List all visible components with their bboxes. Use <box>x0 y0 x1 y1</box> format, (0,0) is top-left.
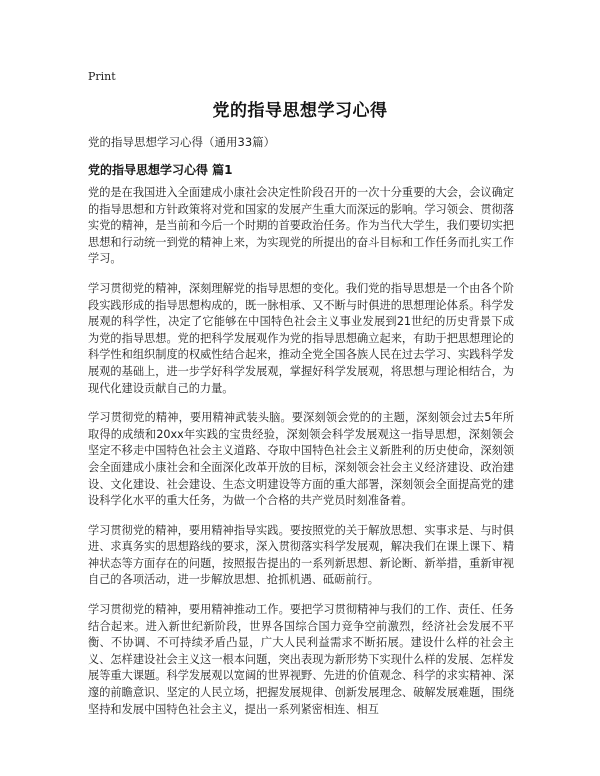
paragraph-3: 学习贯彻党的精神，要用精神武装头脑。要深刻领会党的的主题，深刻领会过去5年所取得的成绩和20xx年实践的宝贵经验，深刻领会科学发展观这一指导思想，深刻领会坚定不移走中国特色社会主义道路、夺取中国特色社会主义新胜利的历史使命，深刻领会全面建成小康社会和全面深化改革开放的目标，深刻领会社会主义经济建设、政治建设、文化建设、社会建设、生态文明建设等方面的重大部署，深刻领会全面提高党的建设科学化水平的重大任务，为做一个合格的共产党员时刻准备着。 <box>88 411 514 508</box>
paragraph-1: 党的是在我国进入全面建成小康社会决定性阶段召开的一次十分重要的大会，会议确定的指导思想和方针政策将对党和国家的发展产生重大而深远的影响。学习领会、贯彻落实党的精神，是当前和今后一个时期的首要政治任务。作为当代大学生，我们要切实把思想和行动统一到党的精神上来，为实现党的所提出的奋斗目标和工作任务而扎实工作学习。 <box>88 186 514 266</box>
article-body <box>88 185 514 731</box>
print-link[interactable]: Print <box>88 70 116 83</box>
document-subtitle: 党的指导思想学习心得（通用33篇） <box>88 135 276 149</box>
section-heading: 党的指导思想学习心得 篇1 <box>88 163 233 177</box>
paragraph-2: 学习贯彻党的精神，深刻理解党的指导思想的变化。我们党的指导思想是一个由各个阶段实践形成的指导思想构成的，既一脉相承、又不断与时俱进的思想理论体系。科学发展观的科学性，决定了它能够在中国特色社会主义事业发展到21世纪的历史背景下成为党的指导思想。党的把科学发展观作为党的指导思想确立起来，有助于把思想理论的科学性和组织制度的权威性结合起来，推动全党全国各族人民在过去学习、实践科学发展观的基础上，进一步学好科学发展观，掌握好科学发展观，将思想与理论相结合，为现代化建设贡献自己的力量。 <box>88 281 514 395</box>
paragraph-4: 学习贯彻党的精神，要用精神指导实践。要按照党的关于解放思想、实事求是、与时俱进、求真务实的思想路线的要求，深入贯彻落实科学发展观，解决我们在课上课下、精神状态等方面存在的问题，按照报告提出的一系列新思想、新论断、新举措，重新审视自己的各项活动，进一步解放思想、抢抓机遇、砥砺前行。 <box>88 523 514 587</box>
page-title: 党的指导思想学习心得 <box>212 101 388 121</box>
paragraph-5: 学习贯彻党的精神，要用精神推动工作。要把学习贯彻精神与我们的工作、责任、任务结合起来。进入新世纪新阶段，世界各国综合国力竞争空前激烈，经济社会发展不平衡、不协调、不可持续矛盾凸显，广大人民利益需求不断拓展。建设什么样的社会主义、怎样建设社会主义这一根本问题，突出表现为新形势下实现什么样的发展、怎样发展等重大课题。科学发展观以宽阔的世界视野、先进的价值观念、科学的求实精神、深邃的前瞻意识、坚定的人民立场，把握发展规律、创新发展理念、破解发展难题，围绕坚持和发展中国特色社会主义，提出一系列紧密相连、相互 <box>88 603 514 716</box>
